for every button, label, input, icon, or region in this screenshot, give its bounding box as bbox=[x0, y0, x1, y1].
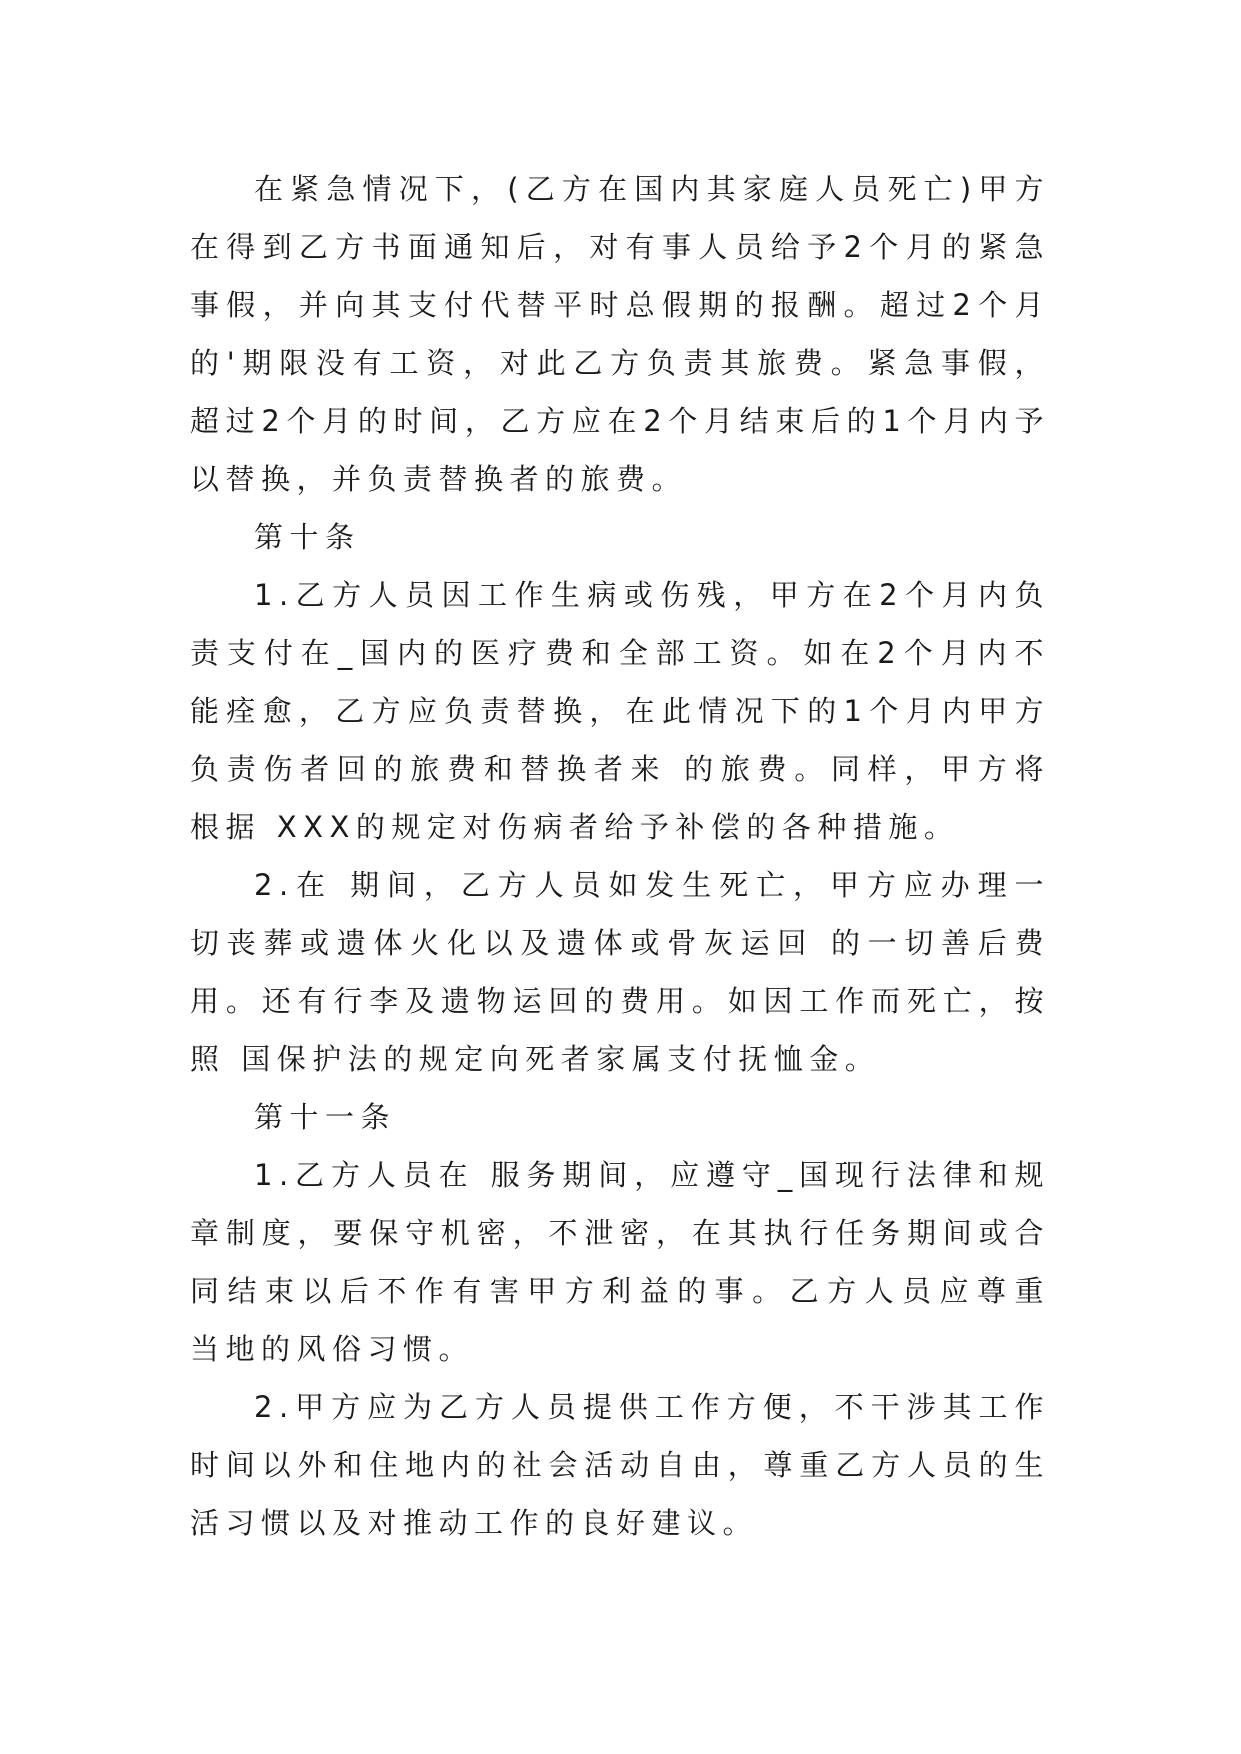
article-10-clause-1: 1.乙方人员因工作生病或伤残，甲方在2个月内负责支付在_国内的医疗费和全部工资。如在2个月内不能痊愈，乙方应负责替换，在此情况下的1个月内甲方负责伤者回的旅费和替换者来 的旅费。同样，甲方将根据 XXX的规定对伤病者给予补偿的各种措施。 bbox=[190, 578, 1050, 844]
article-10-clause-2: 2.在 期间，乙方人员如发生死亡，甲方应办理一切丧葬或遗体火化以及遗体或骨灰运回 的一切善后费用。还有行李及遗物运回的费用。如因工作而死亡，按照 国保护法的规定向死者家属支付抚恤金。 bbox=[190, 868, 1050, 1076]
article-10-heading: 第十条 bbox=[254, 520, 361, 554]
document-body bbox=[190, 160, 1050, 1552]
article-11-heading: 第十一条 bbox=[254, 1100, 397, 1134]
article-11-clause-2: 2.甲方应为乙方人员提供工作方便，不干涉其工作时间以外和住地内的社会活动自由，尊重乙方人员的生活习惯以及对推动工作的良好建议。 bbox=[190, 1390, 1050, 1540]
paragraph-emergency-leave: 在紧急情况下，(乙方在国内其家庭人员死亡)甲方在得到乙方书面通知后，对有事人员给予2个月的紧急事假，并向其支付代替平时总假期的报酬。超过2个月的'期限没有工资，对此乙方负责其旅费。紧急事假，超过2个月的时间，乙方应在2个月结束后的1个月内予以替换，并负责替换者的旅费。 bbox=[190, 172, 1050, 496]
article-11-clause-1: 1.乙方人员在 服务期间，应遵守_国现行法律和规章制度，要保守机密，不泄密，在其执行任务期间或合同结束以后不作有害甲方利益的事。乙方人员应尊重 当地的风俗习惯。 bbox=[190, 1158, 1050, 1366]
